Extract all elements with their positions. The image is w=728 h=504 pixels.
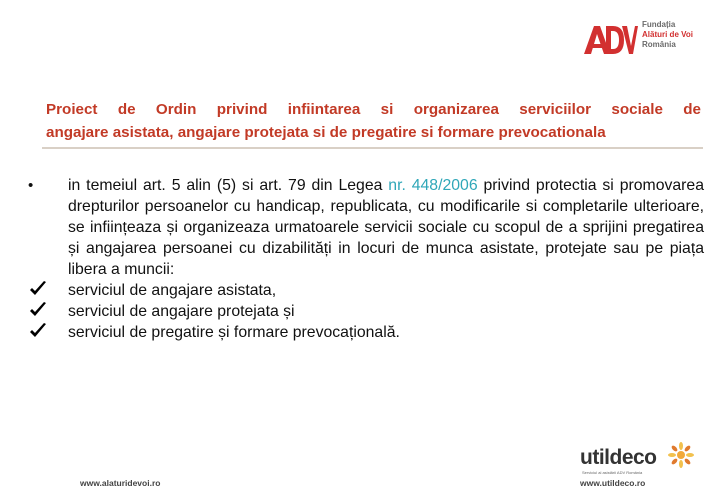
list-item-text: serviciul de angajare protejata și (68, 303, 295, 320)
slide-title (46, 98, 701, 144)
intro-paragraph (28, 175, 704, 280)
bullet-dot-icon: • (28, 177, 34, 194)
footer-url-left[interactable]: www.alaturidevoi.ro (80, 478, 161, 488)
title-line-2: angajare asistata, angajare protejata si de pregatire si formare prevocationala (46, 124, 606, 141)
logo-line-1: Fundația (642, 20, 676, 29)
footer-url-right[interactable]: www.utildeco.ro (580, 478, 646, 488)
intro-text-before: in temeiul art. 5 alin (5) si art. 79 din Legea (68, 177, 389, 194)
slide-content (28, 175, 704, 343)
law-link[interactable]: nr. 448/2006 (388, 177, 478, 194)
list-item (28, 322, 704, 343)
list-item-text: serviciul de angajare asistata, (68, 282, 277, 299)
list-item (28, 301, 704, 322)
adv-logo-mark (582, 22, 638, 56)
intro-text-after: privind protectia si promovarea drepturilor persoanelor cu handicap, republicata, cu modificarile si completarile ulterioare, se inființeaza și organizeaza urmatoarele servicii sociale cu scopul de a sprijini pregatirea și angajarea persoanei cu dizabilități in locuri de munca asistate, protejate sau pe piața libera a muncii: (68, 177, 704, 278)
logo-line-2: Alături de Voi (642, 30, 693, 39)
list-item (28, 280, 704, 301)
logo-line-3: România (642, 40, 676, 49)
list-item-text: serviciul de pregatire și formare prevocațională. (68, 324, 400, 341)
sun-flower-icon (668, 442, 694, 468)
adv-logo (582, 18, 722, 58)
checkmark-icon (28, 322, 52, 346)
utildeco-tagline: Serviciul al asistării ADV România (582, 470, 643, 475)
title-line-1: Proiect de Ordin privind infiintarea si organizarea serviciilor sociale de (46, 101, 701, 118)
title-divider (42, 147, 703, 149)
utildeco-brand: utildeco (580, 446, 657, 469)
